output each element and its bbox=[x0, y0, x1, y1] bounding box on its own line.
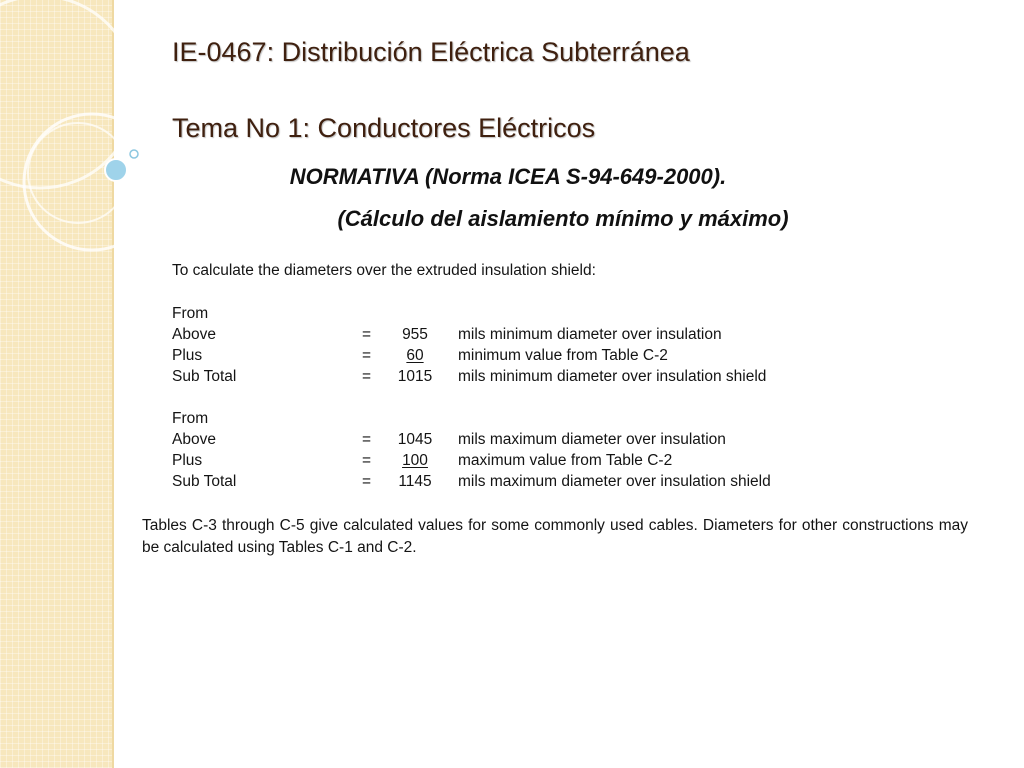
decor-bead-small bbox=[130, 150, 138, 158]
row-equals: = bbox=[362, 473, 372, 490]
row-equals: = bbox=[362, 368, 372, 385]
slide-title: IE-0467: Distribución Eléctrica Subterránea bbox=[172, 37, 690, 67]
scanned-excerpt bbox=[140, 258, 980, 568]
decor-bead-large bbox=[105, 159, 127, 181]
intro-text: To calculate the diameters over the extruded insulation shield: bbox=[172, 262, 596, 279]
row-equals: = bbox=[362, 431, 372, 448]
slide-subtitle: Tema No 1: Conductores Eléctricos bbox=[172, 113, 596, 143]
row-label: Plus bbox=[172, 452, 203, 469]
row-value: 60 bbox=[406, 347, 424, 364]
row-label: Plus bbox=[172, 347, 203, 364]
row-description: mils maximum diameter over insulation bbox=[458, 431, 726, 448]
norm-heading: NORMATIVA (Norma ICEA S-94-649-2000). bbox=[289, 164, 727, 189]
row-description: minimum value from Table C-2 bbox=[458, 347, 668, 364]
row-equals: = bbox=[362, 452, 372, 469]
row-value: 1045 bbox=[397, 431, 433, 448]
calc-heading: (Cálculo del aislamiento mínimo y máximo) bbox=[337, 206, 789, 231]
row-description: maximum value from Table C-2 bbox=[458, 452, 673, 469]
row-value: 955 bbox=[402, 326, 428, 343]
row-equals: = bbox=[362, 347, 372, 364]
row-value: 1145 bbox=[398, 473, 432, 490]
row-value: 1015 bbox=[397, 368, 433, 385]
row-value: 100 bbox=[402, 452, 428, 469]
row-label: Sub Total bbox=[172, 473, 237, 490]
from-label: From bbox=[172, 410, 209, 427]
note-paragraph: Tables C-3 through C-5 give calculated values for some commonly used cables. Diameters for other constructions may be calculated using Tables C-1 and C-2. bbox=[142, 517, 968, 556]
decor-ring-medium bbox=[24, 114, 160, 250]
from-label: From bbox=[172, 305, 209, 322]
row-description: mils maximum diameter over insulation shield bbox=[458, 473, 771, 490]
row-description: mils minimum diameter over insulation shield bbox=[458, 368, 767, 385]
row-label: Above bbox=[172, 431, 216, 448]
row-equals: = bbox=[362, 326, 372, 343]
row-description: mils minimum diameter over insulation bbox=[458, 326, 722, 343]
row-label: Sub Total bbox=[172, 368, 237, 385]
row-label: Above bbox=[172, 326, 216, 343]
